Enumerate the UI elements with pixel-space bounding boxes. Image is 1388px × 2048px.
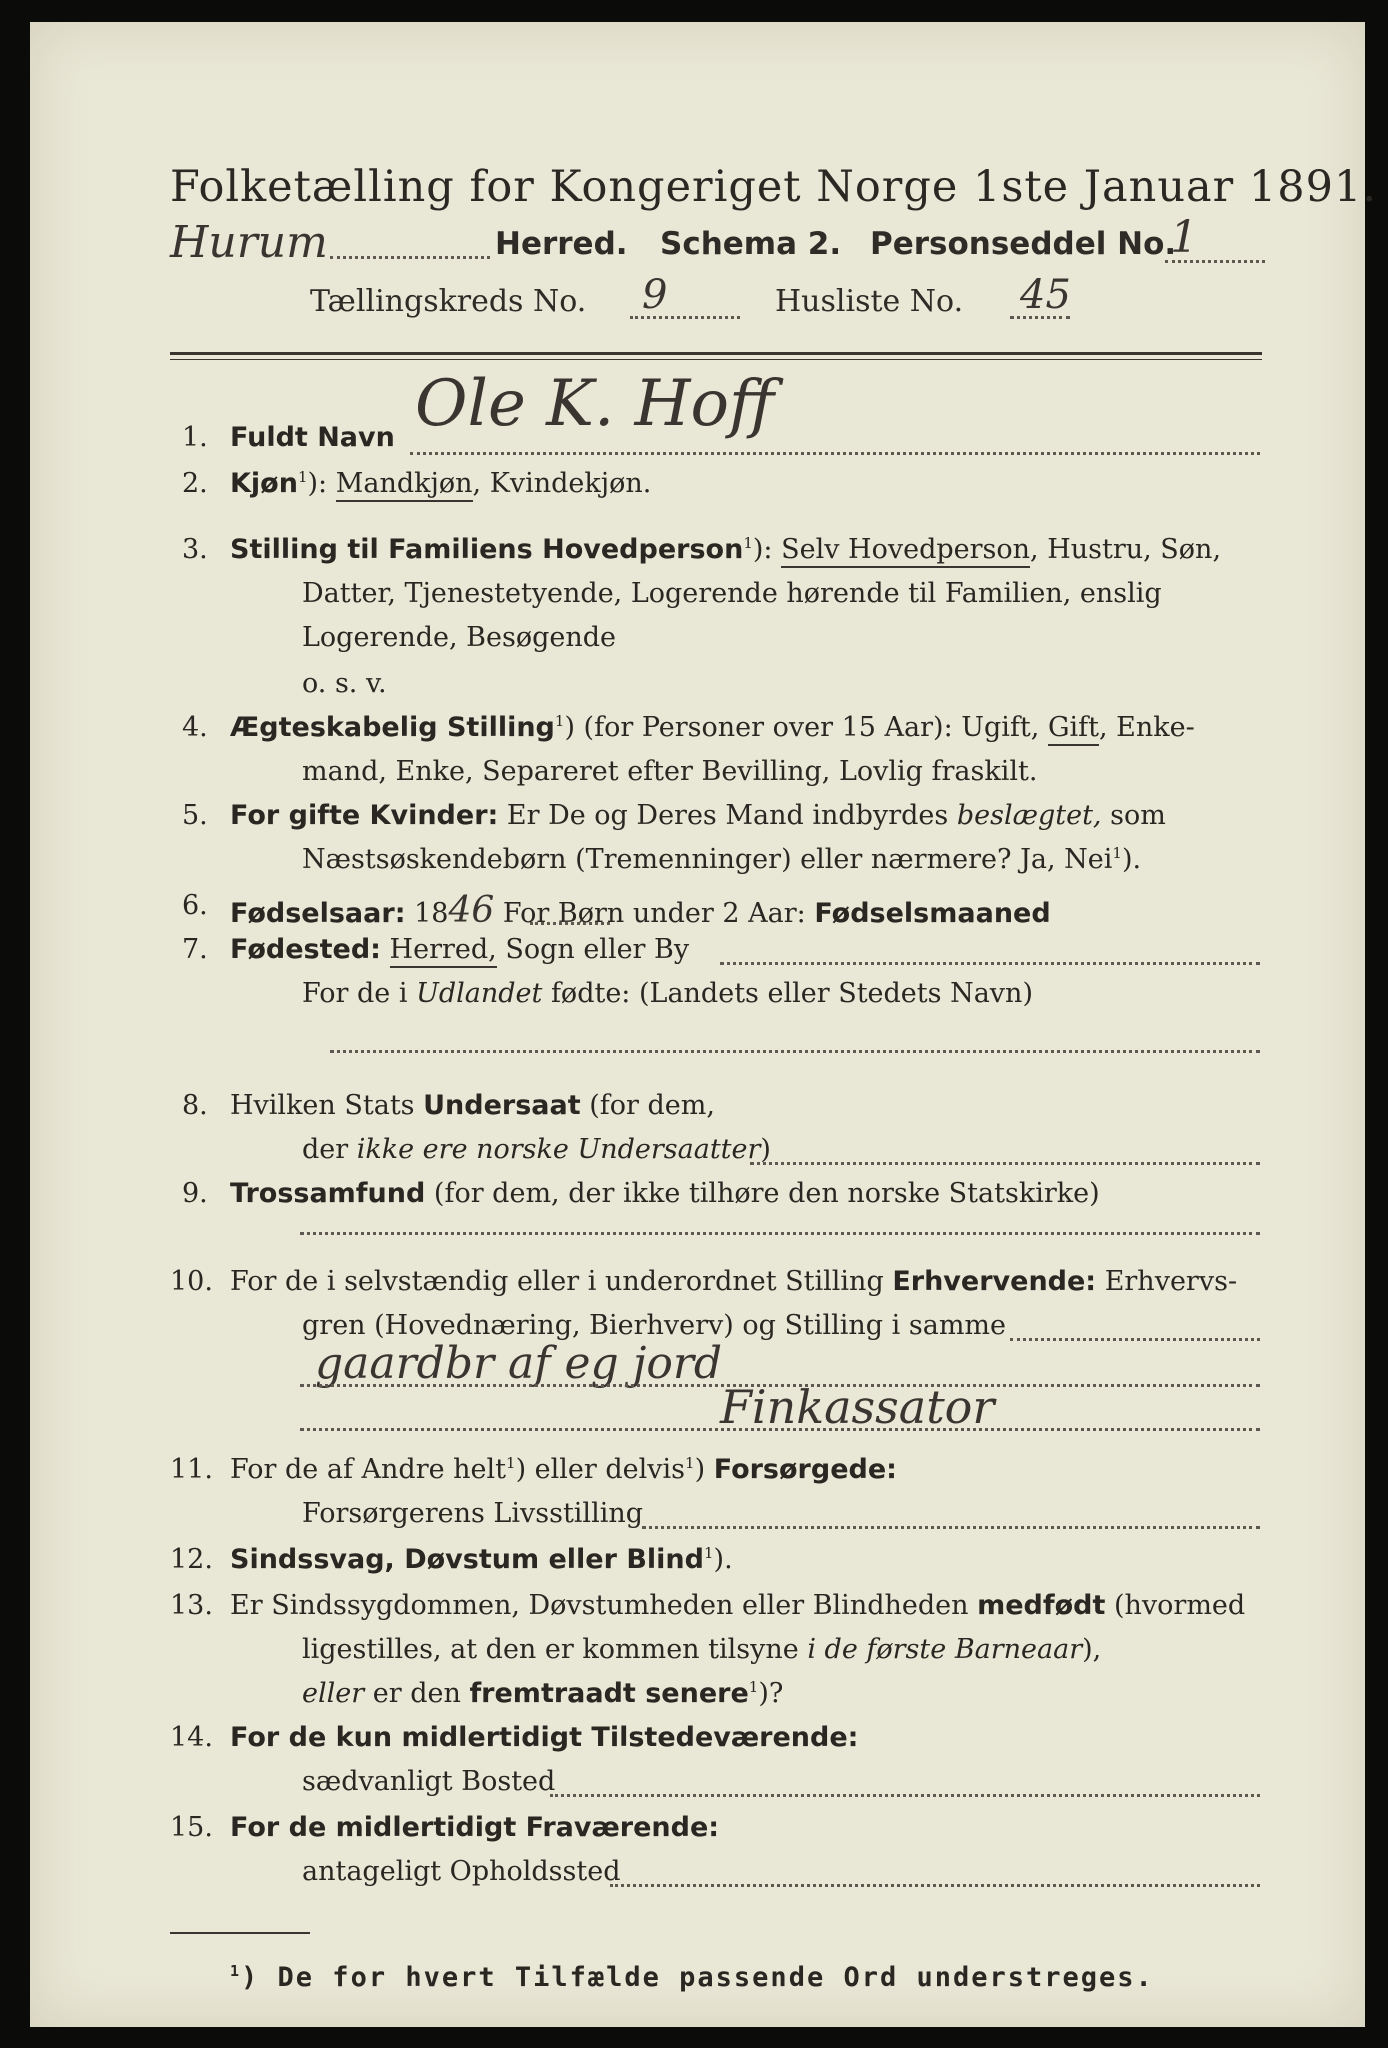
q5-number: 5. xyxy=(182,800,208,831)
q11-dotted-line xyxy=(642,1526,1260,1529)
q7-line1: Fødested: Herred, Sogn eller By xyxy=(230,934,689,965)
q10-dotted-line-1 xyxy=(1010,1338,1260,1341)
q13-number: 13. xyxy=(170,1590,213,1621)
taellingskreds-label: Tællingskreds No. xyxy=(310,284,587,319)
q6-dotted-line xyxy=(530,922,610,925)
personseddel-label: Personseddel No. xyxy=(870,226,1177,262)
q15-number: 15. xyxy=(170,1812,213,1843)
herred-label: Herred. xyxy=(495,226,628,262)
q14-dotted-line xyxy=(550,1794,1260,1797)
q2-number: 2. xyxy=(182,468,208,499)
q8-line1: Hvilken Stats Undersaat (for dem, xyxy=(230,1090,715,1121)
q14-number: 14. xyxy=(170,1722,213,1753)
personseddel-dotted-line xyxy=(1165,260,1265,263)
herred-value: Hurum xyxy=(170,217,328,268)
q1-answer-name: Ole K. Hoff xyxy=(415,367,775,441)
q1-label: Fuldt Navn xyxy=(230,422,395,453)
q9-dotted-line xyxy=(300,1232,1260,1235)
q1-number: 1. xyxy=(182,422,208,453)
q3-option-selv-hovedperson: Selv Hovedperson xyxy=(781,534,1030,568)
q8-line2: der ikke ere norske Undersaatter) xyxy=(302,1134,771,1165)
q11-line1: For de af Andre helt$^1$) eller delvis$^1$) Forsørgede: xyxy=(230,1454,897,1485)
q10-answer-line2: Finkassator xyxy=(720,1380,995,1434)
q7-number: 7. xyxy=(182,934,208,965)
herred-dotted-line xyxy=(330,256,490,259)
q3-line1: Stilling til Familiens Hovedperson$^1$): Selv Hovedperson, Hustru, Søn, xyxy=(230,534,1221,565)
personseddel-value: 1 xyxy=(1170,212,1198,263)
q13-line2: ligestilles, at den er kommen tilsyne i de første Barneaar), xyxy=(302,1634,1102,1665)
q8-dotted-line xyxy=(750,1162,1260,1165)
q11-number: 11. xyxy=(170,1454,213,1485)
q5-line2: Næstsøskendebørn (Tremenninger) eller nærmere? Ja, Nei$^1$). xyxy=(302,844,1142,875)
q4-line2: mand, Enke, Separeret efter Bevilling, Lovlig fraskilt. xyxy=(302,756,1038,787)
q3-line2: Datter, Tjenestetyende, Logerende hørende til Familien, enslig xyxy=(302,578,1162,609)
q3-line4: o. s. v. xyxy=(302,668,387,699)
q4-number: 4. xyxy=(182,712,208,743)
footnote-rule xyxy=(170,1932,310,1934)
q6-answer-year: 46 xyxy=(448,890,495,931)
schema-label: Schema 2. xyxy=(660,226,842,262)
q1-dotted-line xyxy=(410,452,1260,455)
q11-line2: Forsørgerens Livsstilling xyxy=(302,1498,644,1529)
q6-number: 6. xyxy=(182,890,208,921)
husliste-dotted-line xyxy=(1010,316,1070,319)
q10-dotted-line-3 xyxy=(300,1428,1260,1431)
q5-line1: For gifte Kvinder: Er De og Deres Mand indbyrdes beslægtet, som xyxy=(230,800,1166,831)
q12-line: Sindssvag, Døvstum eller Blind$^1$). xyxy=(230,1544,733,1575)
q13-line3: eller er den fremtraadt senere$^1$)? xyxy=(302,1678,784,1709)
census-form-sheet xyxy=(30,22,1378,2027)
q15-dotted-line xyxy=(610,1884,1260,1887)
header-rule-bottom xyxy=(170,359,1262,360)
q4-line1: Ægteskabelig Stilling$^1$) (for Personer over 15 Aar): Ugift, Gift, Enke- xyxy=(230,712,1195,743)
q7-option-herred: Herred, xyxy=(390,934,497,968)
q4-option-gift: Gift xyxy=(1048,712,1099,746)
q6-line: Fødselsaar: 1846 For Børn under 2 Aar: Fødselsmaaned xyxy=(230,890,1051,931)
q15-label: For de midlertidigt Fraværende: xyxy=(230,1812,720,1843)
q7-line2: For de i Udlandet fødte: (Landets eller Stedets Navn) xyxy=(302,978,1033,1009)
q8-number: 8. xyxy=(182,1090,208,1121)
q14-label: For de kun midlertidigt Tilstedeværende: xyxy=(230,1722,859,1753)
q2-text: Kjøn$^1$): Mandkjøn, Kvindekjøn. xyxy=(230,468,651,499)
q10-line1: For de i selvstændig eller i underordnet Stilling Erhvervende: Erhvervs- xyxy=(230,1266,1238,1297)
q7-dotted-line-2 xyxy=(330,1050,1260,1053)
husliste-value: 45 xyxy=(1020,272,1071,318)
q2-option-mandkjon: Mandkjøn xyxy=(336,468,473,502)
taellingskreds-dotted-line xyxy=(630,316,740,319)
form-title: Folketælling for Kongeriget Norge 1ste Januar 1891. xyxy=(170,162,1378,212)
q9-line: Trossamfund (for dem, der ikke tilhøre den norske Statskirke) xyxy=(230,1178,1100,1209)
q13-line1: Er Sindssygdommen, Døvstumheden eller Blindheden medfødt (hvormed xyxy=(230,1590,1246,1621)
q10-line2: gren (Hovednæring, Bierhverv) og Stilling i samme xyxy=(302,1310,1007,1341)
header-rule-top xyxy=(170,352,1262,355)
q14-line2: sædvanligt Bosted xyxy=(302,1766,556,1797)
q7-dotted-line-1 xyxy=(720,962,1260,965)
q10-number: 10. xyxy=(170,1266,213,1297)
q3-line3: Logerende, Besøgende xyxy=(302,622,616,653)
husliste-label: Husliste No. xyxy=(775,284,964,319)
q15-line2: antageligt Opholdssted xyxy=(302,1856,621,1887)
q3-number: 3. xyxy=(182,534,208,565)
footnote: $^1$) De for hvert Tilfælde passende Ord understreges. xyxy=(230,1962,1154,1993)
q10-answer-line1: gaardbr af eg jord xyxy=(315,1338,723,1389)
taellingskreds-value: 9 xyxy=(642,272,668,318)
q9-number: 9. xyxy=(182,1178,208,1209)
q12-number: 12. xyxy=(170,1544,213,1575)
